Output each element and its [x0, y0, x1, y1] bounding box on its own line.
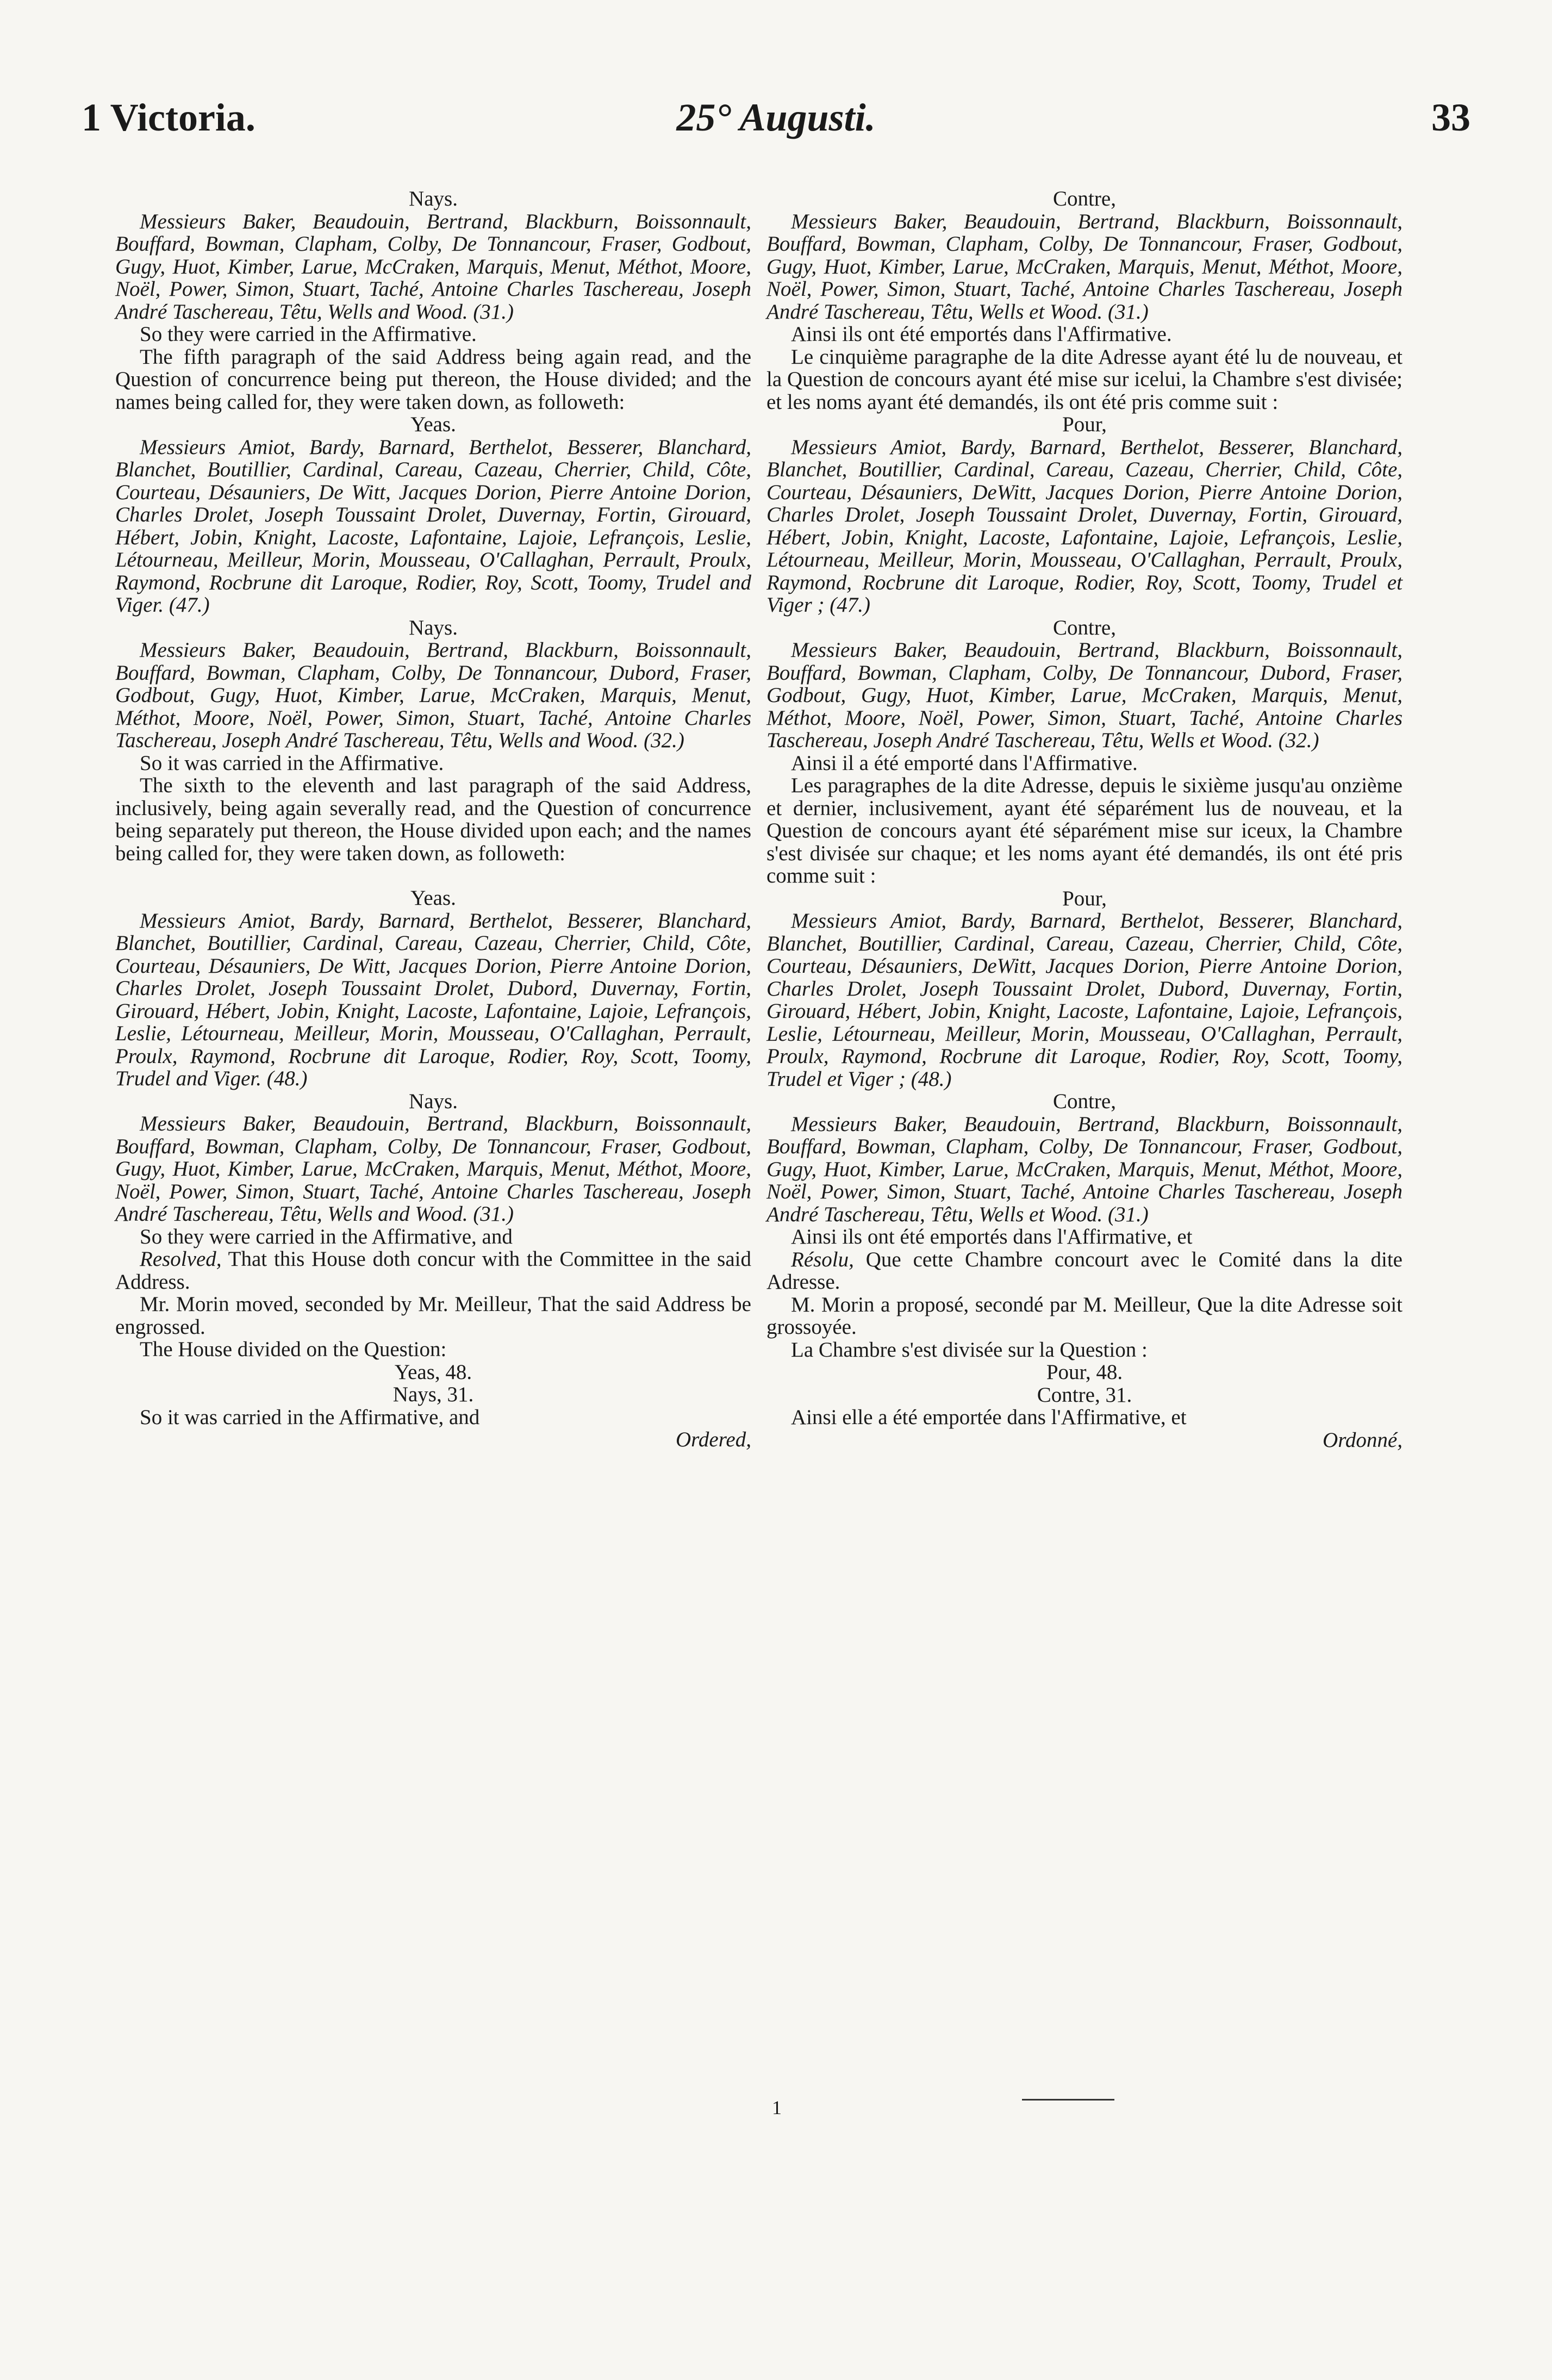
- result-line: Ainsi ils ont été emportés dans l'Affirmative.: [791, 322, 1172, 346]
- paragraph-cinquieme: Le cinquième paragraphe de la dite Adresse ayant été lu de nouveau, et la Question de concours ayant été mise sur icelui, la Chambre s'est divisée; et les noms ayant été demandés, ils ont été pris comme suit :: [766, 345, 1403, 414]
- contre-list: Messieurs Baker, Beaudouin, Bertrand, Blackburn, Boissonnault, Bouffard, Bowman, Clapham, Colby, De Tonnancour, Dubord, Fraser, Godbout, Gugy, Huot, Kimber, Larue, McCraken, Marquis, Menut, Méthot, Moore, Noël, Power, Simon, Stuart, Taché, Antoine Charles Taschereau, Joseph André Taschereau, Têtu, Wells et Wood. (32.): [766, 638, 1403, 752]
- paragraph-sixieme: Les paragraphes de la dite Adresse, depuis le sixième jusqu'au onzième et dernier, inclusivement, ayant été séparément lus de nouveau, et la Question de concours ayant été séparément mise sur iceux, la Chambre s'est divisée sur chaque; et les noms ayant été demandés, ils ont été pris comme suit :: [766, 774, 1403, 887]
- signature-mark: 1: [772, 2097, 782, 2118]
- result-line: So they were carried in the Affirmative, and: [140, 1225, 513, 1248]
- paragraph-sixth: The sixth to the eleventh and last paragraph of the said Address, inclusively, being again severally read, and the Question of concurrence being separately put thereon, the House divided upon each; and the names being called for, they were taken down, as followeth:: [115, 774, 751, 865]
- contre-heading: Contre,: [1053, 187, 1116, 210]
- page-header: [82, 95, 1470, 155]
- nays-heading: Nays.: [409, 187, 458, 210]
- division-line: The House divided on the Question:: [140, 1338, 447, 1361]
- pour-list: Messieurs Amiot, Bardy, Barnard, Berthelot, Besserer, Blanchard, Blanchet, Boutillier, Cardinal, Careau, Cazeau, Cherrier, Child, Côte, Courteau, Désauniers, DeWitt, Jacques Dorion, Pierre Antoine Dorion, Charles Drolet, Joseph Toussaint Drolet, Duvernay, Fortin, Girouard, Hébert, Jobin, Knight, Lacoste, Lafontaine, Lajoie, Lefrançois, Leslie, Létourneau, Meilleur, Morin, Mousseau, O'Callaghan, Perrault, Proulx, Raymond, Rocbrune dit Laroque, Rodier, Roy, Scott, Toomy, Trudel et Viger ; (47.): [766, 435, 1403, 617]
- resolved-text: That this House doth concur with the Committee in the said Address.: [115, 1247, 752, 1294]
- paragraph-fifth: The fifth paragraph of the said Address being again read, and the Question of concurrence being put thereon, the House divided; and the names being called for, they were taken down, as followeth:: [115, 345, 751, 414]
- resolution: [766, 1248, 1403, 1294]
- pour-list: Messieurs Amiot, Bardy, Barnard, Berthelot, Besserer, Blanchard, Blanchet, Boutillier, Cardinal, Careau, Cazeau, Cherrier, Child, Côte, Courteau, Désauniers, DeWitt, Jacques Dorion, Pierre Antoine Dorion, Charles Drolet, Joseph Toussaint Drolet, Dubord, Duvernay, Fortin, Girouard, Hébert, Jobin, Knight, Lacoste, Lafontaine, Lajoie, Lefrançois, Leslie, Létourneau, Meilleur, Morin, Mousseau, O'Callaghan, Perrault, Proulx, Raymond, Rocbrune dit Laroque, Rodier, Roy, Scott, Toomy, Trudel et Viger ; (48.): [766, 909, 1403, 1091]
- nays-list: Messieurs Baker, Beaudouin, Bertrand, Blackburn, Boissonnault, Bouffard, Bowman, Clapham, Colby, De Tonnancour, Dubord, Fraser, Godbout, Gugy, Huot, Kimber, Larue, McCraken, Marquis, Menut, Méthot, Moore, Noël, Power, Simon, Stuart, Taché, Antoine Charles Taschereau, Joseph André Taschereau, Têtu, Wells and Wood. (32.): [115, 638, 751, 752]
- resolution: [115, 1248, 751, 1293]
- result-line: Ainsi elle a été emportée dans l'Affirmative, et: [791, 1406, 1187, 1429]
- result-line: Ainsi il a été emporté dans l'Affirmative.: [791, 751, 1138, 775]
- contre-list: Messieurs Baker, Beaudouin, Bertrand, Blackburn, Boissonnault, Bouffard, Bowman, Clapham, Colby, De Tonnancour, Fraser, Godbout, Gugy, Huot, Kimber, Larue, McCraken, Marquis, Menut, Méthot, Moore, Noël, Power, Simon, Stuart, Taché, Antoine Charles Taschereau, Joseph André Taschereau, Têtu, Wells et Wood. (31.): [766, 209, 1403, 324]
- contre-heading: Contre,: [1053, 1090, 1116, 1113]
- english-column: [115, 188, 751, 1451]
- french-column: [766, 188, 1403, 1451]
- contre-list: Messieurs Baker, Beaudouin, Bertrand, Blackburn, Boissonnault, Bouffard, Bowman, Clapham, Colby, De Tonnancour, Fraser, Godbout, Gugy, Huot, Kimber, Larue, McCraken, Marquis, Menut, Méthot, Moore, Noël, Power, Simon, Stuart, Taché, Antoine Charles Taschereau, Joseph André Taschereau, Têtu, Wells et Wood. (31.): [766, 1112, 1403, 1226]
- contre-heading: Contre,: [1053, 616, 1116, 639]
- yeas-list: Messieurs Amiot, Bardy, Barnard, Berthelot, Besserer, Blanchard, Blanchet, Boutillier, Cardinal, Careau, Cazeau, Cherrier, Child, Côte, Courteau, Désauniers, De Witt, Jacques Dorion, Pierre Antoine Dorion, Charles Drolet, Joseph Toussaint Drolet, Duvernay, Fortin, Girouard, Hébert, Jobin, Knight, Lacoste, Lafontaine, Lajoie, Lefrançois, Leslie, Létourneau, Meilleur, Morin, Mousseau, O'Callaghan, Perrault, Proulx, Raymond, Rocbrune dit Laroque, Rodier, Roy, Scott, Toomy, Trudel and Viger. (47.): [115, 435, 751, 617]
- yeas-count: Yeas, 48.: [394, 1360, 472, 1384]
- yeas-heading: Yeas.: [410, 413, 456, 436]
- contre-count: Contre, 31.: [1037, 1383, 1132, 1407]
- resolved-word: Resolved,: [140, 1247, 222, 1271]
- resolu-word: Résolu,: [791, 1247, 854, 1271]
- running-head-left: 1 Victoria.: [82, 96, 255, 139]
- page-number: 33: [1431, 96, 1470, 139]
- footer-rule: [1022, 2099, 1114, 2101]
- nays-heading: Nays.: [409, 616, 458, 639]
- pour-heading: Pour,: [1062, 413, 1107, 436]
- yeas-list: Messieurs Amiot, Bardy, Barnard, Berthelot, Besserer, Blanchard, Blanchet, Boutillier, Cardinal, Careau, Cazeau, Cherrier, Child, Côte, Courteau, Désauniers, De Witt, Jacques Dorion, Pierre Antoine Dorion, Charles Drolet, Joseph Toussaint Drolet, Dubord, Duvernay, Fortin, Girouard, Hébert, Jobin, Knight, Lacoste, Lafontaine, Lajoie, Lefrançois, Leslie, Létourneau, Meilleur, Morin, Mousseau, O'Callaghan, Perrault, Proulx, Raymond, Rocbrune dit Laroque, Rodier, Roy, Scott, Toomy, Trudel and Viger. (48.): [115, 909, 751, 1090]
- result-line: So it was carried in the Affirmative.: [140, 751, 444, 775]
- nays-heading: Nays.: [409, 1089, 458, 1113]
- division-line: La Chambre s'est divisée sur la Question :: [791, 1338, 1148, 1362]
- result-line: So they were carried in the Affirmative.: [140, 322, 477, 346]
- nays-list: Messieurs Baker, Beaudouin, Bertrand, Blackburn, Boissonnault, Bouffard, Bowman, Clapham, Colby, De Tonnancour, Fraser, Godbout, Gugy, Huot, Kimber, Larue, McCraken, Marquis, Menut, Méthot, Moore, Noël, Power, Simon, Stuart, Taché, Antoine Charles Taschereau, Joseph André Taschereau, Têtu, Wells and Wood. (31.): [115, 209, 751, 324]
- pour-count: Pour, 48.: [1046, 1360, 1123, 1384]
- nays-count: Nays, 31.: [392, 1383, 474, 1406]
- ordonne-word: Ordonné,: [1323, 1428, 1403, 1452]
- pour-heading: Pour,: [1062, 886, 1107, 910]
- result-line: Ainsi ils ont été emportés dans l'Affirmative, et: [791, 1225, 1193, 1248]
- running-head-date: 25° Augusti.: [676, 96, 876, 139]
- nays-list: Messieurs Baker, Beaudouin, Bertrand, Blackburn, Boissonnault, Bouffard, Bowman, Clapham, Colby, De Tonnancour, Fraser, Godbout, Gugy, Huot, Kimber, Larue, McCraken, Marquis, Menut, Méthot, Moore, Noël, Power, Simon, Stuart, Taché, Antoine Charles Taschereau, Joseph André Taschereau, Têtu, Wells and Wood. (31.): [115, 1112, 751, 1226]
- ordered-word: Ordered,: [676, 1428, 751, 1451]
- motion: M. Morin a proposé, secondé par M. Meilleur, Que la dite Adresse soit grossoyée.: [766, 1292, 1403, 1339]
- resolu-text: Que cette Chambre concourt avec le Comité dans la dite Adresse.: [766, 1247, 1403, 1294]
- yeas-heading: Yeas.: [410, 886, 456, 910]
- result-line: So it was carried in the Affirmative, and: [140, 1405, 480, 1429]
- motion: Mr. Morin moved, seconded by Mr. Meilleur, That the said Address be engrossed.: [115, 1292, 751, 1339]
